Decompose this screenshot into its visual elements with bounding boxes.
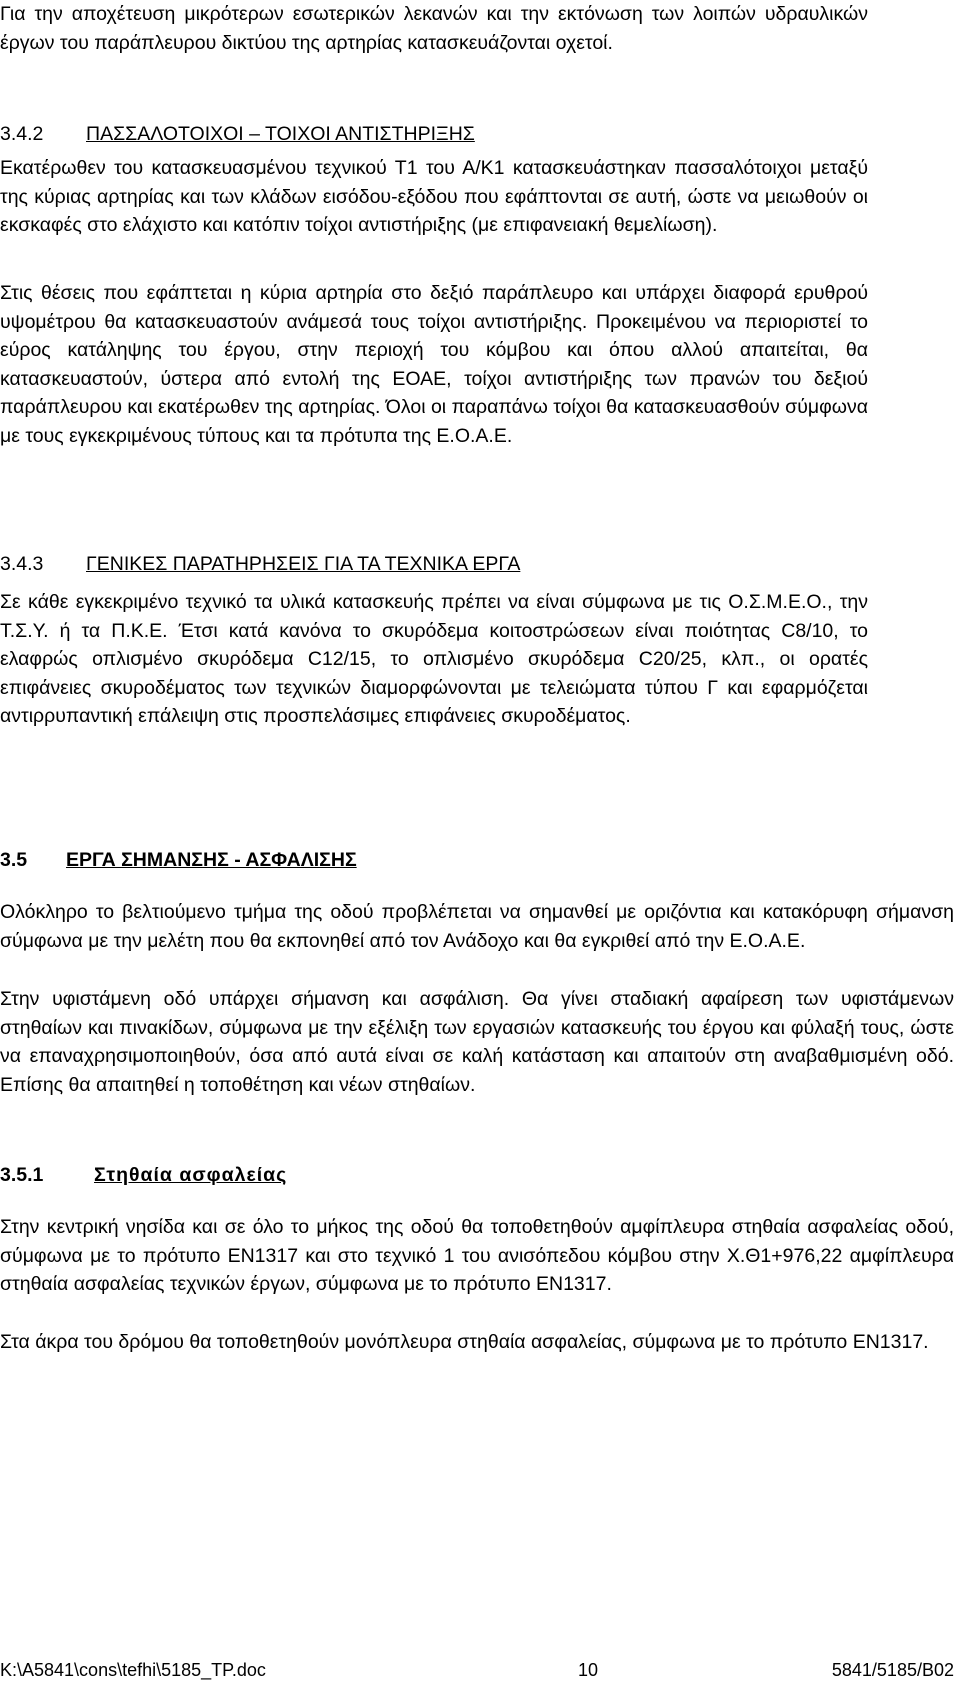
footer-page-number: 10	[578, 1660, 599, 1680]
paragraph-3-4-2-second: Στις θέσεις που εφάπτεται η κύρια αρτηρία στο δεξιό παράπλευρο και υπάρχει διαφορά ερυθρού υψομέτρου θα κατασκευαστούν ανάμεσά τους τοίχοι αντιστήριξης. Προκειμένου να περιοριστεί το εύρος κατάληψης του έργου, στην περιοχή του κόμβου και όπου αλλού απαιτείται, θα κατασκευαστούν, ύστερα από εντολή της ΕΟΑΕ, τοίχοι αντιστήριξης των πρανών του δεξιού παράπλευρου και εκατέρωθεν της αρτηρίας. Όλοι οι παραπάνω τοίχοι θα κατασκευασθούν σύμφωνα με τους εγκεκριμένους τύπους και τα πρότυπα της Ε.Ο.Α.Ε.	[0, 282, 868, 447]
heading-number: 3.5.1	[0, 1164, 44, 1186]
heading-title: ΠΑΣΣΑΛΟΤΟΙΧΟΙ – ΤΟΙΧΟΙ ΑΝΤΙΣΤΗΡΙΞΗΣ	[86, 123, 475, 145]
heading-number: 3.4.2	[0, 123, 44, 145]
paragraph-3-5-second: Στην υφιστάμενη οδό υπάρχει σήμανση και ασφάλιση. Θα γίνει σταδιακή αφαίρεση των υφιστάμενων στηθαίων και πινακίδων, σύμφωνα με την εξέλιξη των εργασιών κατασκευής του έργου και φύλαξή τους, ώστε να επαναχρησιμοποιηθούν, όσα από αυτά είναι σε καλή κατάσταση και απαιτούν στη αναβαθμισμένη οδό. Επίσης θα απαιτηθεί η τοποθέτηση και νέων στηθαίων.	[0, 988, 954, 1096]
heading-title: ΕΡΓΑ ΣΗΜΑΝΣΗΣ - ΑΣΦΑΛΙΣΗΣ	[66, 849, 357, 871]
heading-title: Στηθαία ασφαλείας	[94, 1164, 288, 1186]
heading-3-5-1	[0, 1161, 287, 1189]
paragraph-3-4-3: Σε κάθε εγκεκριμένο τεχνικό τα υλικά κατασκευής πρέπει να είναι σύμφωνα με τις Ο.Σ.Μ.Ε.Ο., την Τ.Σ.Υ. ή τα Π.Κ.Ε. Έτσι κατά κανόνα το σκυρόδεμα κοιτοστρώσεων είναι ποιότητας C8/10, το ελαφρώς οπλισμένο σκυρόδεμα C12/15, το οπλισμένο σκυρόδεμα C20/25, κλπ., οι ορατές επιφάνειες σκυροδέματος των τεχνικών διαμορφώνονται με τελειώματα τύπου Γ και εφαρμόζεται αντιρρυπαντική επάλειψη στις προσπελάσιμες επιφάνειες σκυροδέματος.	[0, 591, 868, 727]
paragraph-3-5-first: Ολόκληρο το βελτιούμενο τμήμα της οδού προβλέπεται να σημανθεί με οριζόντια και κατακόρυφη σήμανση σύμφωνα με την μελέτη που θα εκπονηθεί από τον Ανάδοχο και θα εγκριθεί από την Ε.Ο.Α.Ε.	[0, 901, 954, 952]
footer-file-path: K:\A5841\cons\tefhi\5185_TP.doc	[0, 1660, 266, 1680]
footer-document-code: 5841/5185/B02	[831, 1660, 954, 1680]
heading-title: ΓΕΝΙΚΕΣ ΠΑΡΑΤΗΡΗΣΕΙΣ ΓΙΑ ΤΑ ΤΕΧΝΙΚΑ ΕΡΓΑ	[86, 553, 521, 575]
heading-number: 3.4.3	[0, 553, 44, 575]
heading-3-4-3	[0, 550, 520, 578]
paragraph-3-4-2-first: Εκατέρωθεν του κατασκευασμένου τεχνικού Τ1 του Α/Κ1 κατασκευάστηκαν πασσαλότοιχοι μεταξύ της κύριας αρτηρίας και των κλάδων εισόδου-εξόδου που εφάπτονται σε αυτή, ώστε να μειωθούν οι εκσκαφές στο ελάχιστο και κατόπιν τοίχοι αντιστήριξης (με επιφανειακή θεμελίωση).	[0, 157, 868, 236]
heading-3-5	[0, 846, 357, 874]
paragraph-3-5-1-second: Στα άκρα του δρόμου θα τοποθετηθούν μονόπλευρα στηθαία ασφαλείας, σύμφωνα με το πρότυπο ΕΝ1317.	[0, 1331, 929, 1353]
heading-number: 3.5	[0, 849, 28, 871]
heading-3-4-2	[0, 120, 475, 148]
paragraph-3-5-1-first: Στην κεντρική νησίδα και σε όλο το μήκος της οδού θα τοποθετηθούν αμφίπλευρα στηθαία ασφαλείας οδού, σύμφωνα με το πρότυπο ΕΝ1317 και στο τεχνικό 1 του ανισόπεδου κόμβου στην Χ.Θ1+976,22 αμφίπλευρα στηθαία ασφαλείας τεχνικών έργων, σύμφωνα με το πρότυπο ΕΝ1317.	[0, 1216, 954, 1295]
intro-paragraph: Για την αποχέτευση μικρότερων εσωτερικών λεκανών και την εκτόνωση των λοιπών υδραυλικών έργων του παράπλευρου δικτύου της αρτηρίας κατασκευάζονται οχετοί.	[0, 3, 868, 54]
